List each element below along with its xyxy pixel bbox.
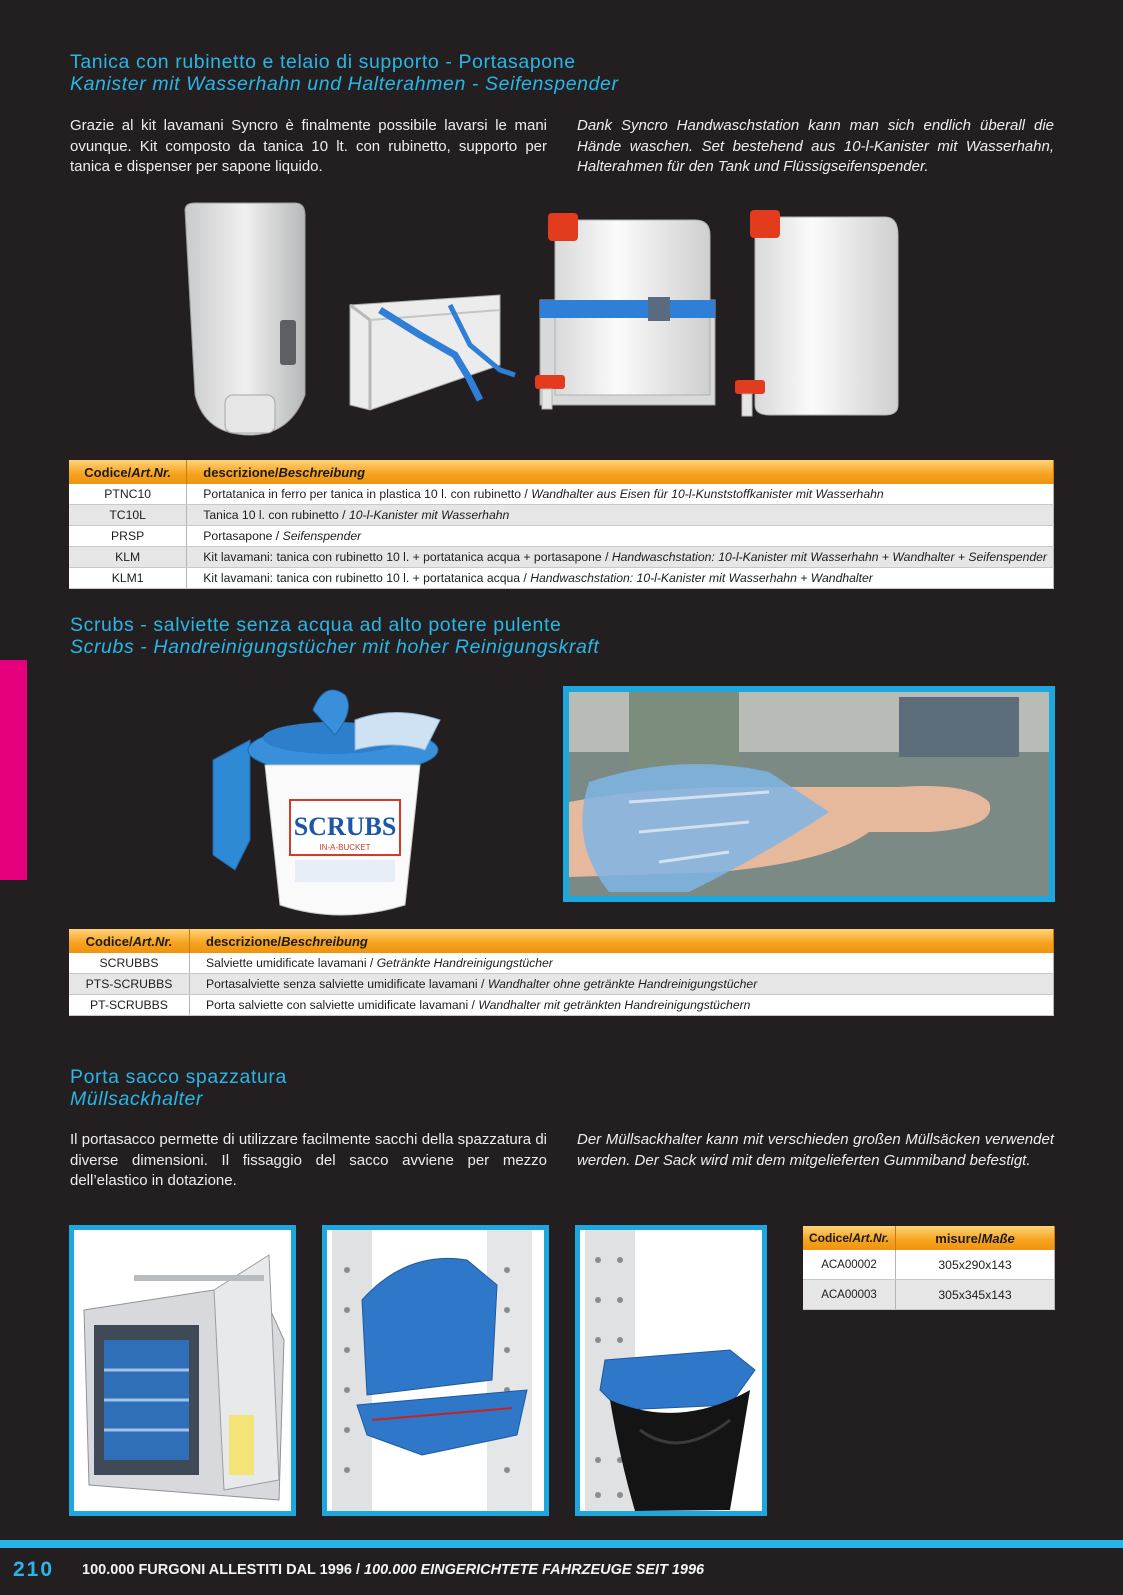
tank-bracket-image bbox=[350, 295, 515, 410]
product-code: KLM bbox=[69, 547, 187, 568]
product-size: 305x290x143 bbox=[896, 1250, 1055, 1280]
hand-cleaning-photo-graphic bbox=[569, 692, 1049, 896]
section1-title-de: Kanister mit Wasserhahn und Halterahmen - Seifenspender bbox=[70, 73, 619, 95]
section1-text-it: Grazie al kit lavamani Syncro è finalmente possibile lavarsi le mani ovunque. Kit composto da tanica 10 lt. con rubinetto, supporto per tanica e dispenser per sapone liquido. bbox=[70, 117, 547, 175]
table-row bbox=[69, 526, 1054, 547]
footer-accent-bar bbox=[0, 1540, 1123, 1548]
section1-title-it: Tanica con rubinetto e telaio di supporto - Portasapone bbox=[70, 51, 576, 73]
product-description: Tanica 10 l. con rubinetto / 10-l-Kanister mit Wasserhahn bbox=[187, 505, 1054, 526]
canister-image bbox=[735, 210, 898, 416]
section3-text-it: Il portasacco permette di utilizzare facilmente sacchi della spazzatura di diverse dimensioni. Il fissaggio del sacco avviene per mezzo dell’elastico in dotazione. bbox=[70, 1131, 547, 1189]
section2-title-de: Scrubs - Handreinigungstücher mit hoher Reinigungskraft bbox=[70, 636, 600, 658]
column-header-code: Codice/Art.Nr. bbox=[803, 1226, 896, 1250]
table-header-row bbox=[69, 460, 1054, 484]
product-code: PTS-SCRUBBS bbox=[69, 974, 190, 995]
section1-product-table bbox=[69, 460, 1054, 589]
product-code: TC10L bbox=[69, 505, 187, 526]
bag-holder-with-bag-photo bbox=[575, 1225, 767, 1516]
section2-title-it: Scrubs - salviette senza acqua ad alto potere pulente bbox=[70, 614, 562, 636]
column-header-description: descrizione/Beschreibung bbox=[190, 929, 1054, 953]
table-row bbox=[69, 484, 1054, 505]
table-row bbox=[69, 953, 1054, 974]
section2-title bbox=[70, 614, 599, 658]
bag-holder-open-graphic bbox=[327, 1230, 544, 1511]
canister-with-frame-image bbox=[535, 213, 715, 409]
product-description: Porta salviette con salviette umidificate lavamani / Wandhalter mit getränkten Handreinigungstüchern bbox=[190, 995, 1054, 1016]
footer-slogan bbox=[82, 1562, 704, 1578]
table-header-row bbox=[803, 1226, 1055, 1250]
footer-slogan-it: 100.000 FURGONI ALLESTITI DAL 1996 / bbox=[82, 1562, 365, 1578]
column-header-description: descrizione/Beschreibung bbox=[187, 460, 1054, 484]
section2-product-table bbox=[69, 929, 1054, 1016]
table-row bbox=[69, 547, 1054, 568]
product-code: PTNC10 bbox=[69, 484, 187, 505]
table-row bbox=[69, 568, 1054, 589]
scrubs-bucket-sublabel: IN-A-BUCKET bbox=[319, 843, 371, 852]
section1-title bbox=[70, 51, 619, 95]
section1-text-de: Dank Syncro Handwaschstation kann man sich endlich überall die Hände waschen. Set bestehend aus 10-l-Kanister mit Wasserhahn, Halterahmen für den Tank und Flüssigseifenspender. bbox=[577, 117, 1054, 175]
column-header-size: misure/Maße bbox=[896, 1226, 1055, 1250]
product-description: Kit lavamani: tanica con rubinetto 10 l. + portatanica acqua / Handwaschstation: 10-l-Kanister mit Wasserhahn + Wandhalter bbox=[187, 568, 1054, 589]
bag-holder-with-bag-graphic bbox=[580, 1230, 762, 1511]
table-row bbox=[803, 1250, 1055, 1280]
section1-product-images bbox=[170, 195, 930, 445]
section3-size-table bbox=[803, 1226, 1055, 1310]
product-description: Portasapone / Seifenspender bbox=[187, 526, 1054, 547]
section3-title bbox=[70, 1066, 287, 1110]
section3-title-de: Müllsackhalter bbox=[70, 1088, 204, 1110]
soap-dispenser-image bbox=[185, 203, 305, 435]
table-row bbox=[803, 1280, 1055, 1310]
product-code: SCRUBBS bbox=[69, 953, 190, 974]
footer-slogan-de: 100.000 EINGERICHTETE FAHRZEUGE SEIT 1996 bbox=[364, 1562, 705, 1578]
section3-text-de: Der Müllsackhalter kann mit verschieden großen Müllsäcken verwendet werden. Der Sack wird mit dem mitgelieferten Gummiband befestigt. bbox=[577, 1131, 1054, 1169]
hand-cleaning-photo bbox=[563, 686, 1055, 902]
scrubs-bucket-image bbox=[205, 680, 455, 925]
product-description: Portatanica in ferro per tanica in plastica 10 l. con rubinetto / Wandhalter aus Eisen für 10-l-Kunststoffkanister mit Wasserhahn bbox=[187, 484, 1054, 505]
table-row bbox=[69, 505, 1054, 526]
product-code: PRSP bbox=[69, 526, 187, 547]
table-row bbox=[69, 974, 1054, 995]
product-description: Salviette umidificate lavamani / Getränkte Handreinigungstücher bbox=[190, 953, 1054, 974]
table-header-row bbox=[69, 929, 1054, 953]
product-code: KLM1 bbox=[69, 568, 187, 589]
column-header-code: Codice/Art.Nr. bbox=[69, 460, 187, 484]
bag-holder-open-photo bbox=[322, 1225, 549, 1516]
product-size: 305x345x143 bbox=[896, 1280, 1055, 1310]
van-interior-graphic bbox=[74, 1230, 291, 1511]
product-code: ACA00002 bbox=[803, 1250, 896, 1280]
page-number: 210 bbox=[13, 1558, 55, 1581]
product-code: PT-SCRUBBS bbox=[69, 995, 190, 1016]
product-description: Portasalviette senza salviette umidificate lavamani / Wandhalter ohne getränkte Handreinigungstücher bbox=[190, 974, 1054, 995]
section3-title-it: Porta sacco spazzatura bbox=[70, 1066, 287, 1088]
side-tab-marker bbox=[0, 660, 27, 880]
scrubs-bucket-label: SCRUBS bbox=[293, 812, 397, 841]
product-description: Kit lavamani: tanica con rubinetto 10 l. + portatanica acqua + portasapone / Handwaschstation: 10-l-Kanister mit Wasserhahn + Wandhalter + Seifenspender bbox=[187, 547, 1054, 568]
product-code: ACA00003 bbox=[803, 1280, 896, 1310]
column-header-code: Codice/Art.Nr. bbox=[69, 929, 190, 953]
van-interior-photo bbox=[69, 1225, 296, 1516]
table-row bbox=[69, 995, 1054, 1016]
